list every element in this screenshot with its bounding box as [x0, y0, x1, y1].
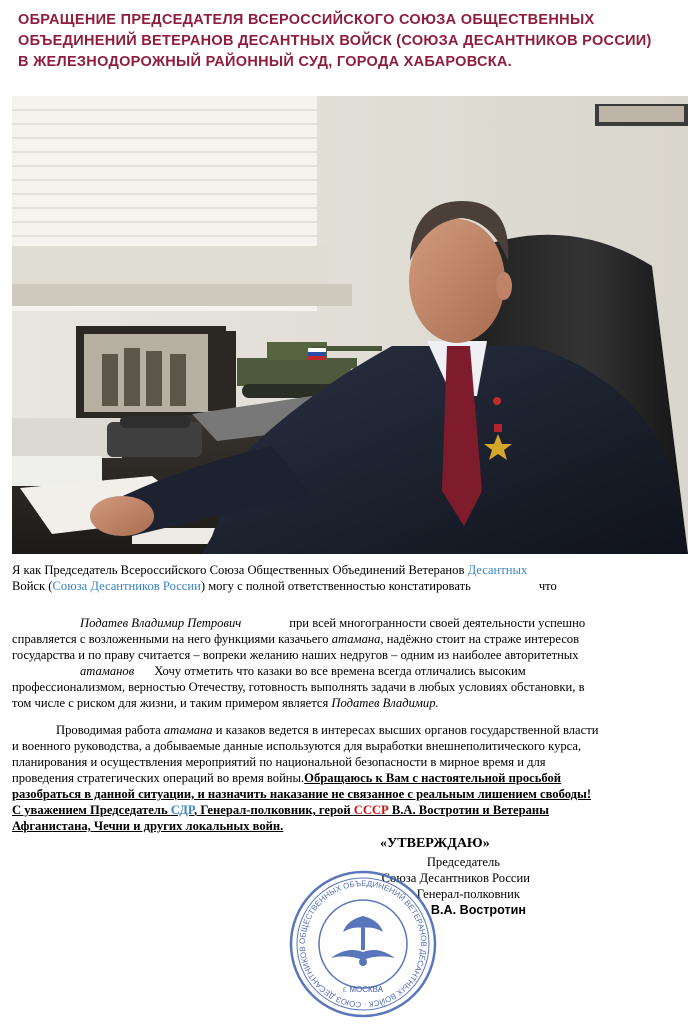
signature-line: С уважением Председатель СДР, Генерал-полковник, герой СССР В.А. Востротин и Ветераны	[12, 803, 549, 817]
official-seal-icon	[287, 868, 439, 1020]
person-name: Податев Владимир Петрович	[80, 616, 242, 630]
document-heading: ОБРАЩЕНИЕ ПРЕДСЕДАТЕЛЯ ВСЕРОССИЙСКОГО СОЮЗА ОБЩЕСТВЕННЫХ ОБЪЕДИНЕНИЙ ВЕТЕРАНОВ ДЕСАНТНЫХ ВОЙСК (СОЮЗА ДЕСАНТНИКОВ РОССИИ) В ЖЕЛЕЗНОДОРОЖНЫЙ РАЙОННЫЙ СУД, ГОРОДА ХАБАРОВСКА.	[18, 12, 652, 70]
request-text: Обращаюсь к Вам с настоятельной просьбой	[304, 771, 562, 785]
approval-title: «УТВЕРЖДАЮ»	[380, 836, 490, 851]
paragraph-1: Я как Председатель Всероссийского Союза Общественных Объединений Ветеранов Десантных Войск (Союза Десантников России) могу с полной ответственностью констатировать что	[12, 563, 557, 593]
approval-signatory: В.А. Востротин	[430, 903, 526, 917]
link-ussr[interactable]: СССР	[353, 803, 389, 817]
seal-city: г. МОСКВА	[342, 985, 384, 994]
link-sdr[interactable]: СДР	[170, 803, 195, 817]
link-desant[interactable]: Десантных	[467, 563, 528, 577]
approval-rank: Генерал-полковник	[416, 887, 520, 901]
portrait-photo	[12, 96, 688, 554]
link-union[interactable]: Союза Десантников России	[52, 579, 201, 593]
approval-position: Председатель	[426, 855, 500, 869]
paragraph-2: Податев Владимир Петрович при всей многогранности своей деятельности успешно справляется с возложенными на него функциями казачьего атамана, надёжно стоит на страже интересов государства и по праву считается – вопреки желанию наших недругов – одним из наиболее авторитетных атаманов Хочу отметить что казаки во все времена всегда отличались высоким профессионализмом, верностью Отечеству, готовность выполнять задачи в любых условиях обстановки, в том числе с риском для жизни, и таким примером является Податев Владимир.	[12, 616, 586, 710]
approval-organization: Союза Десантников России	[381, 871, 530, 885]
paragraph-3: Проводимая работа атамана и казаков ведется в интересах высших органов государственной власти и военного руководства, а добываемые данные используются для выработки внешнеполитического курса, планирования и осуществления мероприятий по национальной безопасности в мирное время и для проведения стратегических операций во время войны.Обращаюсь к Вам с настоятельной просьбой разобраться в данной ситуации, и назначить наказание не связанное с реальным лишением свободы! С уважением Председатель СДР, Генерал-полковник, герой СССР В.А. Востротин и Ветераны Афганистана, Чечни и других локальных войн.	[12, 723, 599, 833]
svg-text:ОБЩЕСТВЕННЫХ ОБЪЕДИНЕНИЙ ВЕТЕР: ОБЩЕСТВЕННЫХ ОБЪЕДИНЕНИЙ ВЕТЕРАНОВ ДЕСАНТНЫХ ВОЙСК · СОЮЗ ДЕСАНТНИКОВ	[297, 878, 429, 1010]
